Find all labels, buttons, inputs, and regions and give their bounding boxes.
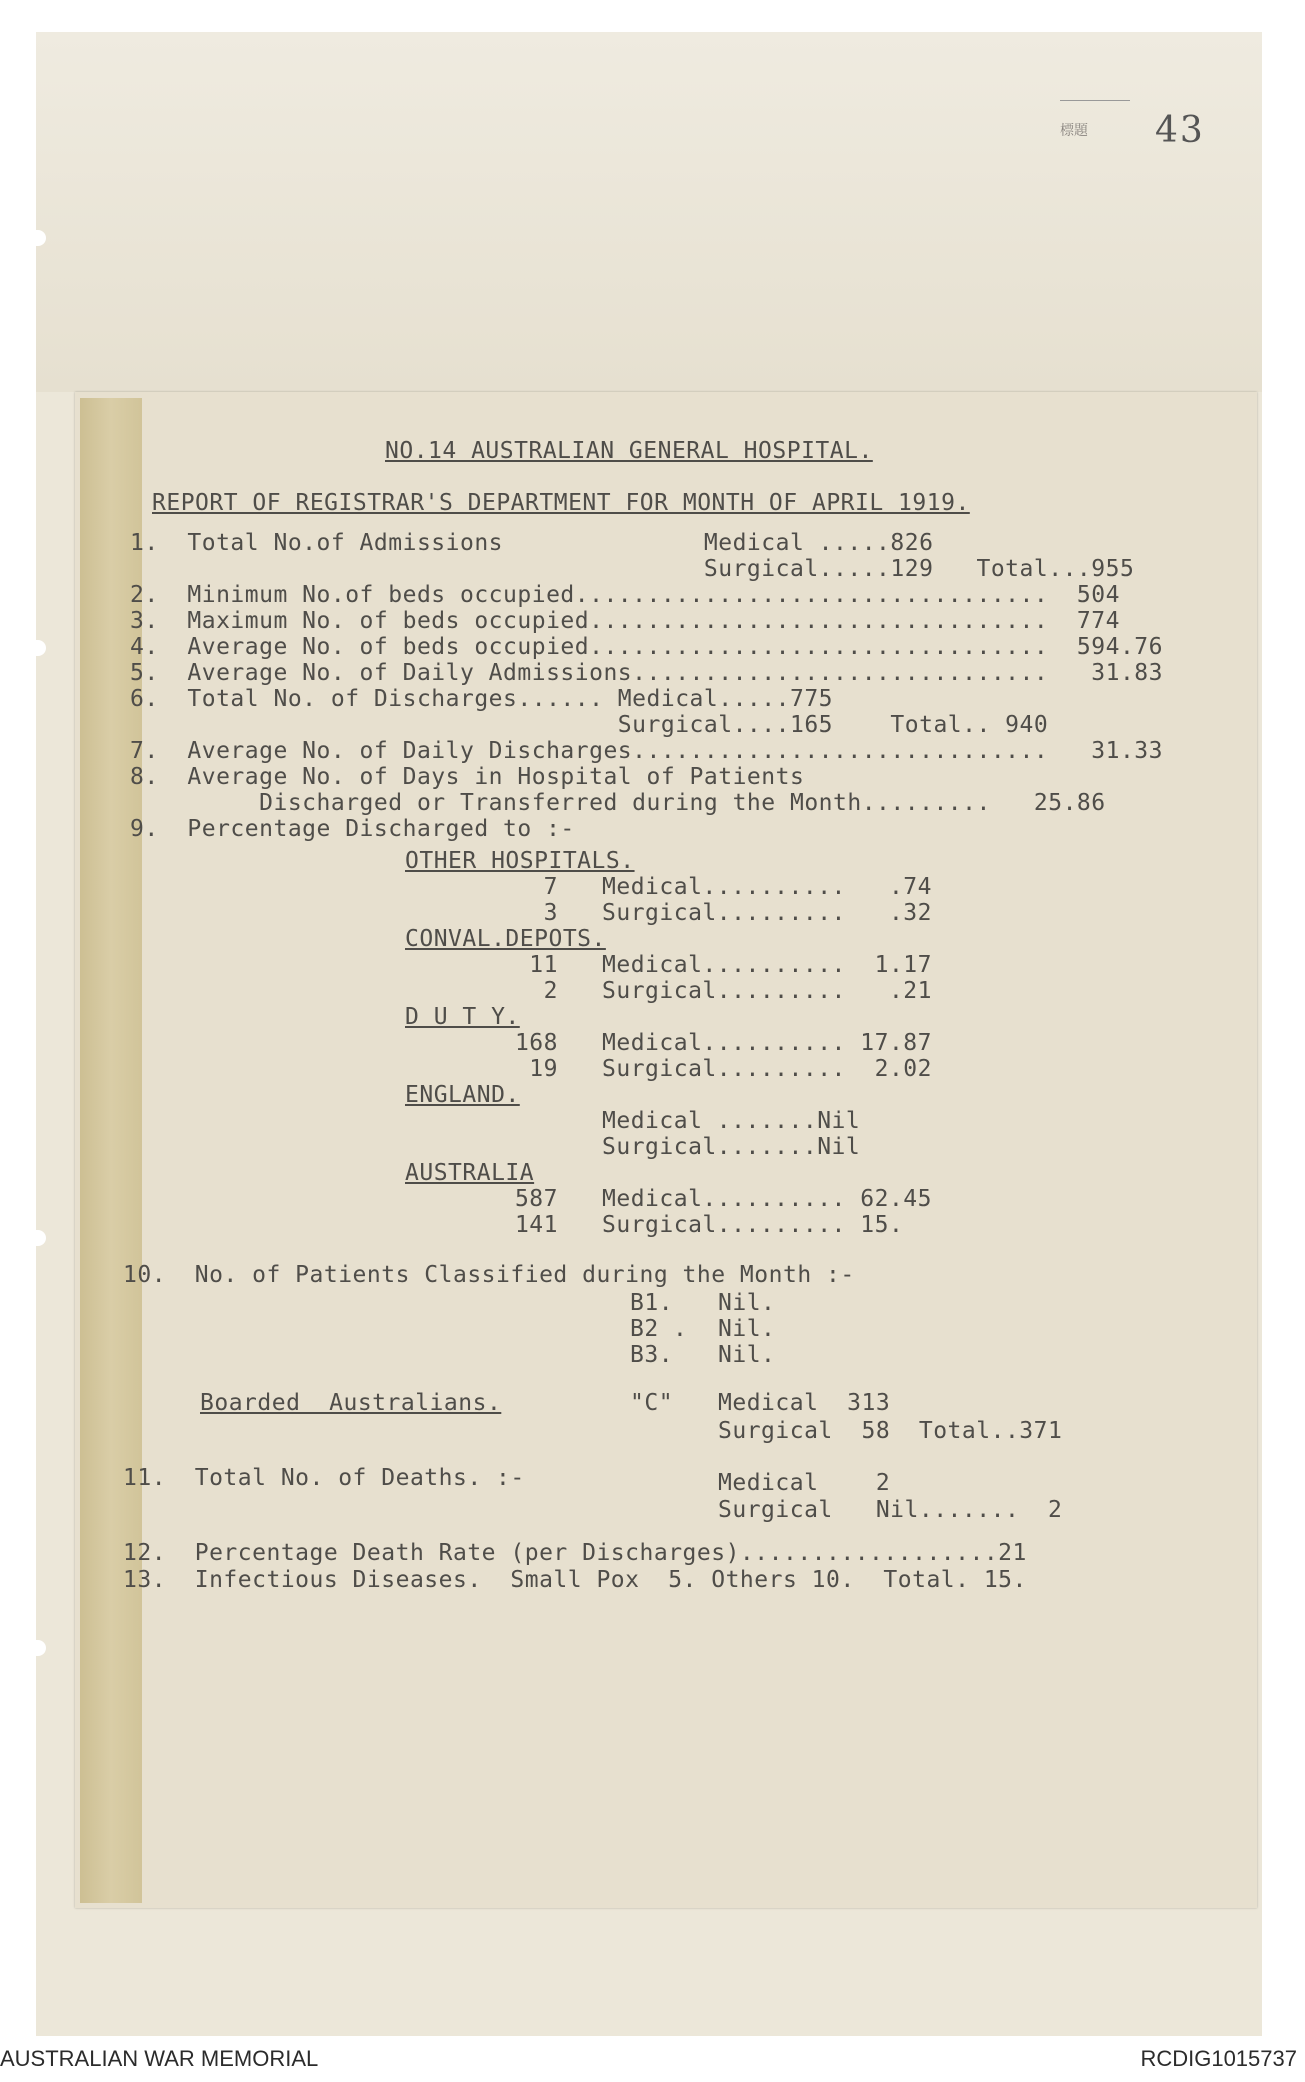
section-heading: CONVAL.DEPOTS. bbox=[405, 926, 606, 952]
class-code: B3. bbox=[630, 1342, 674, 1368]
boarded-code: "C" bbox=[630, 1390, 674, 1416]
item-10: 10. No. of Patients Classified during the Month :- bbox=[123, 1262, 855, 1288]
item-11: 11. Total No. of Deaths. :- bbox=[123, 1465, 525, 1491]
class-code: B2 . bbox=[630, 1316, 688, 1342]
class-code: B1. bbox=[630, 1290, 674, 1316]
report-line: 2. Minimum No.of beds occupied................................. 504 bbox=[130, 582, 1120, 608]
report-line: 7. Average No. of Daily Discharges............................. 31.33 bbox=[130, 738, 1163, 764]
discharge-row: Surgical......... .21 bbox=[602, 978, 932, 1004]
section-heading: AUSTRALIA bbox=[405, 1160, 535, 1186]
report-line: 1. Total No.of Admissions Medical .....826 bbox=[130, 530, 934, 556]
archive-stamp: 標題 bbox=[1060, 123, 1088, 139]
section-heading: ENGLAND. bbox=[405, 1082, 520, 1108]
page-number: 43 bbox=[1155, 110, 1205, 151]
report-line: 5. Average No. of Daily Admissions............................. 31.83 bbox=[130, 660, 1163, 686]
class-value: Nil. bbox=[718, 1290, 776, 1316]
report-line: 9. Percentage Discharged to :- bbox=[130, 816, 575, 842]
class-value: Nil. bbox=[718, 1342, 776, 1368]
boarded-medical: Medical 313 bbox=[718, 1390, 891, 1416]
boarded-surgical: Surgical 58 Total..371 bbox=[718, 1418, 1063, 1444]
discharge-count: 141 bbox=[514, 1212, 558, 1238]
section-heading: OTHER HOSPITALS. bbox=[405, 848, 635, 874]
report-title: NO.14 AUSTRALIAN GENERAL HOSPITAL. bbox=[385, 438, 873, 464]
discharge-count: 19 bbox=[529, 1056, 558, 1082]
boarded-label: Boarded Australians. bbox=[200, 1390, 502, 1416]
footer-record-id: RCDIG1015737 bbox=[1140, 2046, 1297, 2071]
discharge-count: 7 bbox=[543, 874, 558, 900]
discharge-row: Surgical......... .32 bbox=[602, 900, 932, 926]
report-line: Surgical.....129 Total...955 bbox=[130, 556, 1135, 582]
report-line: 6. Total No. of Discharges...... Medical.....775 bbox=[130, 686, 834, 712]
report-line: Surgical....165 Total.. 940 bbox=[130, 712, 1049, 738]
stamp-rule bbox=[1060, 100, 1130, 101]
discharge-row: Medical.......... 62.45 bbox=[602, 1186, 932, 1212]
discharge-count: 168 bbox=[514, 1030, 558, 1056]
discharge-row: Medical.......... 1.17 bbox=[602, 952, 932, 978]
discharge-row: Medical.......... 17.87 bbox=[602, 1030, 932, 1056]
report-line: 4. Average No. of beds occupied................................ 594.76 bbox=[130, 634, 1163, 660]
item-12: 12. Percentage Death Rate (per Discharges)..................21 bbox=[123, 1540, 1027, 1566]
discharge-row: Surgical......... 2.02 bbox=[602, 1056, 932, 1082]
deaths-medical: Medical 2 bbox=[718, 1470, 891, 1496]
section-heading: D U T Y. bbox=[405, 1004, 520, 1030]
report-line: 8. Average No. of Days in Hospital of Patients bbox=[130, 764, 805, 790]
report-line: 3. Maximum No. of beds occupied................................ 774 bbox=[130, 608, 1120, 634]
discharge-row: Medical.......... .74 bbox=[602, 874, 932, 900]
report-line: Discharged or Transferred during the Month......... 25.86 bbox=[130, 790, 1106, 816]
discharge-count: 2 bbox=[543, 978, 558, 1004]
discharge-count: 3 bbox=[543, 900, 558, 926]
report-subtitle: REPORT OF REGISTRAR'S DEPARTMENT FOR MONTH OF APRIL 1919. bbox=[152, 490, 970, 516]
footer-institution: AUSTRALIAN WAR MEMORIAL bbox=[0, 2046, 319, 2071]
class-value: Nil. bbox=[718, 1316, 776, 1342]
discharge-row: Surgical.......Nil bbox=[602, 1134, 861, 1160]
item-13: 13. Infectious Diseases. Small Pox 5. Others 10. Total. 15. bbox=[123, 1567, 1027, 1593]
discharge-row: Surgical......... 15. bbox=[602, 1212, 904, 1238]
discharge-count: 587 bbox=[514, 1186, 558, 1212]
sheet-upper-area bbox=[36, 32, 1262, 392]
deaths-surgical: Surgical Nil....... 2 bbox=[718, 1497, 1063, 1523]
discharge-count: 11 bbox=[529, 952, 558, 978]
discharge-row: Medical .......Nil bbox=[602, 1108, 861, 1134]
